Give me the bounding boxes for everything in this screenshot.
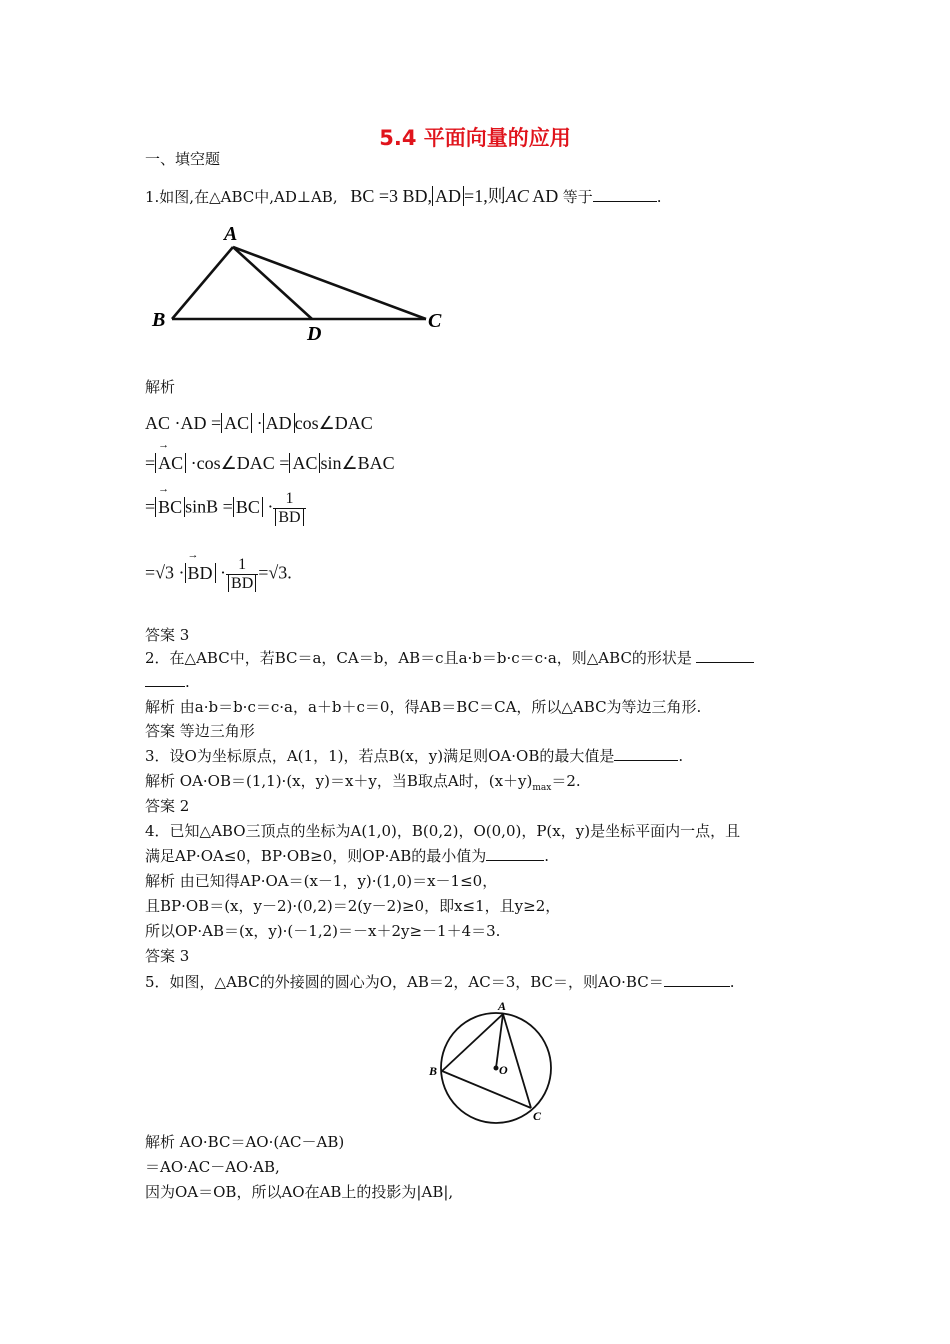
q5-center-point	[494, 1066, 499, 1071]
q5-answer-blank	[664, 986, 730, 987]
q2-analysis: 解析 由a·b＝b·c＝c·a，a＋b＋c＝0，得AB＝BC＝CA，所以△ABC为等边三角形.	[145, 698, 702, 716]
q1-side-ac	[233, 247, 426, 319]
q1-s3-bc2: BC	[233, 497, 263, 517]
q1-answer-blank	[593, 201, 657, 202]
q2-stem: 2．在△ABC中，若BC＝a，CA＝b，AB＝c且a·b＝b·c＝c·a，则△ABC的形状是	[145, 649, 692, 667]
q2-answer: 答案 等边三角形	[145, 722, 255, 740]
section-heading: 一、填空题	[145, 150, 221, 168]
q2-answer-blank-1	[696, 662, 754, 663]
q1-s3-fraction	[273, 490, 305, 527]
q1-s1-lhs: AC ·AD =	[145, 413, 222, 433]
q1-s2-sin: sin∠BAC	[320, 453, 395, 473]
q1-ad-abs: AD	[432, 186, 464, 206]
q1-s3-num: 1	[273, 490, 305, 509]
q5-stem-line	[145, 972, 734, 992]
q2-tail: .	[185, 673, 190, 691]
q5-side-ab	[442, 1014, 503, 1071]
q3-stem: 3．设O为坐标原点，A(1，1)，若点B(x，y)满足则OA·OB的最大值是	[145, 747, 615, 765]
q5-analysis-1: 解析 AO·BC＝AO·(AC－AB)	[145, 1133, 345, 1151]
q1-triangle-figure	[148, 222, 448, 344]
q1-step-3	[145, 490, 306, 527]
q1-s1-ac: AC	[221, 413, 252, 433]
q5-label-o: O	[499, 1063, 508, 1077]
q4-stem: 4．已知△ABO三顶点的坐标为A(1,0)，B(0,2)，O(0,0)，P(x，y)是坐标平面内一点，且	[145, 822, 741, 840]
q1-s2-ac2: AC	[289, 453, 320, 473]
q1-s4-den: BD	[228, 575, 256, 592]
q3-max-subscript: max	[532, 783, 552, 793]
q1-answer: 答案 3	[145, 626, 190, 644]
q5-label-a: A	[498, 999, 507, 1013]
q1-s4-num: 1	[226, 556, 258, 575]
q1-label-d: D	[307, 323, 322, 344]
q4-analysis-1: 解析 由已知得AP·OA＝(x－1，y)·(1,0)＝x－1≤0，	[145, 872, 498, 890]
q1-s4-eq: =√3 ·	[145, 562, 185, 583]
q1-s1-dot: ·	[256, 413, 263, 433]
q1-label-b: B	[152, 309, 166, 331]
q3-tail: .	[678, 747, 684, 765]
q1-s1-ad: AD	[263, 413, 295, 433]
q5-label-c: C	[533, 1109, 542, 1123]
q1-s3-eq: =	[145, 496, 156, 517]
q3-answer-blank	[614, 760, 678, 761]
q4-analysis-2: 且BP·OB＝(x，y－2)·(0,2)＝2(y－2)≥0，即x≤1，且y≥2，	[145, 897, 561, 915]
q4-answer: 答案 3	[145, 947, 190, 965]
q3-analysis: 解析 OA·OB＝(1,1)·(x，y)＝x＋y，当B取点A时，(x＋y)	[145, 772, 533, 790]
q1-s4-res: =√3.	[258, 562, 292, 583]
q3-answer: 答案 2	[145, 797, 190, 815]
q1-s4-dot: ·	[220, 562, 227, 583]
q1-s4-fraction	[226, 556, 258, 593]
q1-step-1	[145, 413, 373, 434]
q4-answer-blank	[486, 860, 544, 861]
q1-label-c: C	[428, 310, 442, 332]
q5-tail: .	[729, 973, 735, 991]
q2-answer-blank-2	[145, 686, 185, 687]
q5-analysis-2: ＝AO·AC－AO·AB,	[145, 1158, 280, 1176]
q4-analysis-3: 所以OP·AB＝(x，y)·(－1,2)＝－x＋2y≥－1＋4＝3.	[145, 922, 501, 940]
q1-stem: 1.如图,在△ABC中,AD⊥AB,	[145, 188, 338, 206]
q1-segment-ad	[233, 247, 312, 319]
q1-ac: AC	[505, 186, 529, 206]
q5-side-ac	[503, 1014, 531, 1108]
q1-label-a: A	[224, 223, 238, 245]
q1-s1-cos: cos∠DAC	[294, 413, 373, 433]
q2-stem-line	[145, 648, 754, 668]
q1-step-2	[145, 453, 395, 474]
q5-analysis-3: 因为OA＝OB，所以AO在AB上的投影为|AB|,	[145, 1183, 454, 1201]
q1-side-ab	[172, 247, 233, 319]
q1-s3-dot: ·	[267, 496, 274, 517]
q1-bc-relation: BC =3 BD,	[350, 186, 433, 206]
q1-stem-line: 1.如图,在△ABC中,AD⊥AB, BC =3 BD, AD =1,则AC AD 等于 .	[145, 186, 662, 206]
q2-stem-line-2	[145, 672, 190, 692]
q4-tail: .	[544, 847, 550, 865]
q1-step-4	[145, 556, 292, 593]
q1-s2-ac: → AC	[155, 453, 186, 473]
q3-analysis-line	[145, 771, 581, 798]
q1-ad2: AD	[532, 186, 559, 206]
q1-s2-eq: =	[145, 453, 156, 473]
q1-s4-bd: → BD	[185, 563, 216, 583]
q5-circle-figure	[420, 998, 560, 1128]
q1-eq1: =1,则	[464, 186, 506, 206]
q5-segment-ao	[496, 1014, 503, 1068]
q1-analysis-label: 解析	[145, 378, 176, 396]
q5-stem: 5．如图，△ABC的外接圆的圆心为O，AB＝2，AC＝3，BC＝，则AO·BC＝	[145, 973, 664, 991]
q3-analysis-tail: ＝2.	[551, 772, 581, 790]
q1-tail: 等于	[562, 188, 593, 206]
q1-s3-den: BD	[275, 509, 303, 526]
q3-stem-line	[145, 746, 683, 766]
q1-math	[350, 186, 562, 206]
q4-stem-line-2	[145, 846, 549, 866]
page-title: 5.4 平面向量的应用	[379, 126, 571, 150]
q1-s3-sinb: sinB =	[185, 496, 233, 517]
q5-label-b: B	[429, 1064, 438, 1078]
q4-stem2: 满足AP·OA≤0，BP·OB≥0，则OP·AB的最小值为	[145, 847, 487, 865]
q1-s3-bc: → BC	[155, 497, 185, 517]
q5-side-bc	[442, 1071, 531, 1108]
q1-s2-mid: ·cos∠DAC =	[190, 453, 290, 473]
